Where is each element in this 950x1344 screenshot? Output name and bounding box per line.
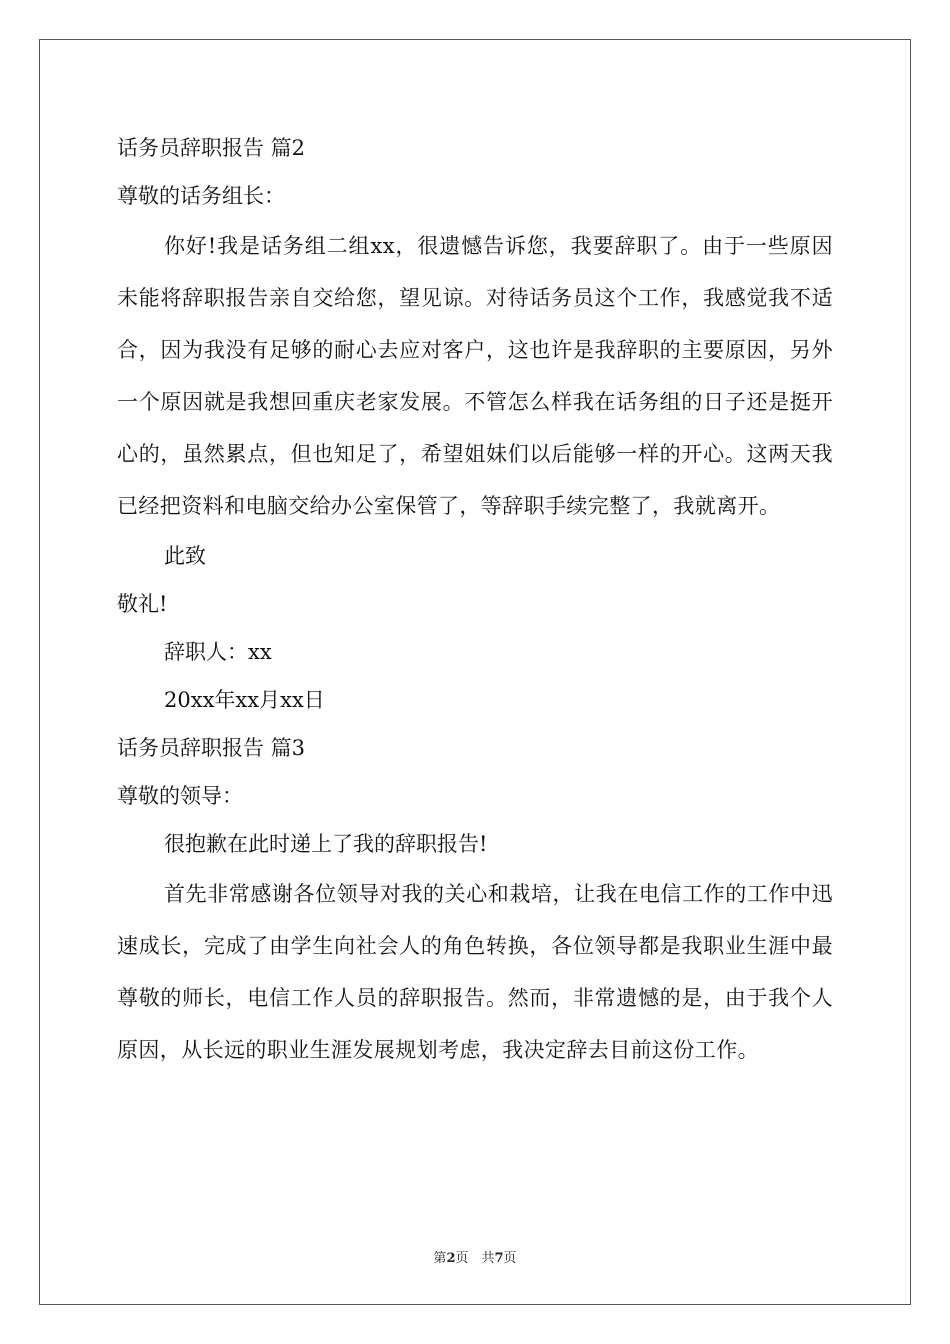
document-body [117, 124, 833, 1076]
section2-body: 你好!我是话务组二组xx，很遗憾告诉您，我要辞职了。由于一些原因未能将辞职报告亲自交给您，望见谅。对待话务员这个工作，我感觉我不适合，因为我没有足够的耐心去应对客户，这也许是我辞职的主要原因，另外一个原因就是我想回重庆老家发展。不管怎么样我在话务组的日子还是挺开心的，虽然累点，但也知足了，希望姐妹们以后能够一样的开心。这两天我已经把资料和电脑交给办公室保管了，等辞职手续完整了，我就离开。 [117, 234, 833, 518]
section2-heading: 话务员辞职报告 篇2 [117, 136, 306, 160]
section2-salutation: 尊敬的话务组长： [117, 184, 285, 208]
footer-page-mid: 页 共 [455, 1251, 495, 1266]
footer-page-total: 7 [494, 1251, 504, 1266]
section2-closing: 此致 [164, 544, 206, 568]
section2-regards: 敬礼! [117, 592, 168, 616]
footer-page-suffix: 页 [503, 1251, 517, 1266]
section2-date: 20xx年xx月xx日 [164, 688, 325, 712]
footer-page-prefix: 第 [433, 1251, 447, 1266]
section3-heading: 话务员辞职报告 篇3 [117, 736, 306, 760]
page-footer [0, 1247, 950, 1266]
section3-salutation: 尊敬的领导： [117, 784, 243, 808]
section3-body: 首先非常感谢各位领导对我的关心和栽培，让我在电信工作的工作中迅速成长，完成了由学生向社会人的角色转换，各位领导都是我职业生涯中最尊敬的师长，电信工作人员的辞职报告。然而，非常遗憾的是，由于我个人原因，从长远的职业生涯发展规划考虑，我决定辞去目前这份工作。 [117, 882, 833, 1062]
footer-page-current: 2 [446, 1251, 456, 1266]
section2-signature: 辞职人：xx [164, 640, 272, 664]
section3-opening: 很抱歉在此时递上了我的辞职报告! [164, 832, 488, 856]
